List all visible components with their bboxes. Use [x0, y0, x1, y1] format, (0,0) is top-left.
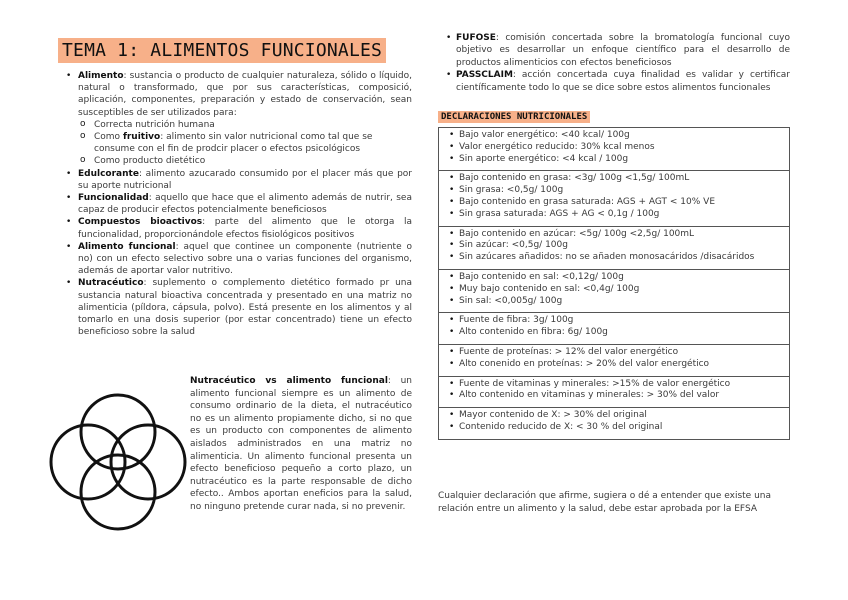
- circle-top: [81, 395, 155, 469]
- list-item: • Fuente de vitaminas y minerales: >15% de valor energético: [449, 379, 785, 391]
- circle-bottom: [81, 455, 155, 529]
- table-row-content-x: [439, 408, 789, 440]
- term: Alimento: [78, 71, 124, 81]
- list-item: • Muy bajo contenido en sal: <0,4g/ 100g: [449, 284, 785, 296]
- definition-text: : acción concertada cuya finalidad es validar y certificar científicamente todo lo que se dice sobre estos alimentos funcionales: [456, 70, 790, 93]
- table-row-fat: [439, 171, 789, 226]
- section-title: DECLARACIONES NUTRICIONALES: [438, 111, 590, 123]
- definition-compuestos-bioactivos: [66, 216, 412, 240]
- definition-edulcorante: [66, 168, 412, 192]
- comparison-paragraph: [190, 375, 412, 514]
- list-item: • Alto contenido en fibra: 6g/ 100g: [449, 327, 785, 339]
- definition-nutraceutico: [66, 277, 412, 338]
- term: Edulcorante: [78, 168, 139, 179]
- table-row-energy: [439, 128, 789, 171]
- list-item: • Fuente de fibra: 3g/ 100g: [449, 315, 785, 327]
- comparison-term: Nutracéutico vs alimento funcional: [190, 376, 388, 386]
- definition-alimento-funcional: [66, 241, 412, 278]
- term: Alimento funcional: [78, 241, 176, 252]
- list-item: • Mayor contenido de X: > 30% del original: [449, 410, 785, 422]
- definition-text: : parte del alimento que le otorga la funcionalidad, proporcionándole efectos fisiológicos positivos: [78, 217, 412, 240]
- list-item: • Alto contenido en vitaminas y minerales: > 30% del valor: [449, 390, 785, 402]
- term: Funcionalidad: [78, 193, 149, 204]
- list-item: • Valor energético reducido: 30% kcal menos: [449, 142, 785, 154]
- overlapping-circles-diagram: [48, 392, 188, 532]
- term: FUFOSE: [456, 33, 496, 43]
- list-item: • Sin azúcar: <0,5g/ 100g: [449, 240, 785, 252]
- list-item: • Fuente de proteínas: > 12% del valor energético: [449, 347, 785, 359]
- definition-funcionalidad: [66, 192, 412, 216]
- term: PASSCLAIM: [456, 70, 513, 81]
- definition-text: : suplemento o complemento dietético formado pr una sustancia natural bioactiva concentrada y presentado en una matriz no alimenticia (píldora, cápsula, polvo). Está presente en los alimentos y al tomarlo en una dosis superior (por estar concentrado) tiene un efecto beneficioso sobre la salud: [78, 278, 412, 338]
- definition-text: : comisión concertada sobre la bromatología funcional cuyo objetivo es desarrollar un enfoque científico para el desarrollo de productos alimenticios con efectos beneficiosos: [456, 33, 790, 68]
- table-row-fiber: [439, 313, 789, 345]
- definition-text: : aquello que hace que el alimento además de nutrir, sea capaz de producir efectos potencialmente beneficiosos: [78, 193, 412, 216]
- definition-text: : alimento azucarado consumido por el placer más que por su aporte nutricional: [78, 168, 412, 191]
- list-item: • Bajo contenido en grasa saturada: AGS + AGT < 10% VE: [449, 197, 785, 209]
- table-row-salt: [439, 270, 789, 313]
- definition-alimento: [66, 70, 412, 168]
- list-item: • Sin sal: <0,005g/ 100g: [449, 296, 785, 308]
- initiative-passclaim: [446, 69, 790, 94]
- definition-text: : aquel que continee un componente (nutriente o no) con un efecto selectivo sobre una o varias funciones del organismo, además de aportar valor nutritivo.: [78, 241, 412, 277]
- list-item: • Bajo contenido en grasa: <3g/ 100g <1,5g/ 100mL: [449, 173, 785, 185]
- footer-note: Cualquier declaración que afirme, sugiera o dé a entender que existe una relación entre un alimento y la salud, debe estar aprobada por la EFSA: [438, 491, 771, 514]
- sub-item: o Correcta nutrición humana: [78, 119, 412, 131]
- sub-item: o Como fruitivo: alimento sin valor nutricional como tal que se consume con el fin de prodcir placer o efectos psicológicos: [78, 131, 412, 155]
- table-row-vitamins: [439, 377, 789, 409]
- term: Compuestos bioactivos: [78, 217, 203, 228]
- list-item: • Sin grasa saturada: AGS + AG < 0,1g / 100g: [449, 209, 785, 221]
- definition-text: : sustancia o producto de cualquier naturaleza, sólido o líquido, natural o transformado, que por sus características, composició, aplicación, componentes, preparación y estado de conservación, sean susceptibles de ser utilizados para:: [78, 71, 412, 118]
- circle-right: [111, 425, 185, 499]
- list-item: • Sin grasa: <0,5g/ 100g: [449, 185, 785, 197]
- list-item: • Contenido reducido de X: < 30 % del original: [449, 422, 785, 434]
- circle-left: [51, 425, 125, 499]
- initiative-fufose: [446, 32, 790, 69]
- table-row-sugar: [439, 227, 789, 270]
- nutritional-claims-table: [438, 127, 790, 440]
- term: Nutracéutico: [78, 278, 144, 289]
- definitions-list: [66, 70, 412, 338]
- initiatives-list: [446, 32, 790, 94]
- list-item: • Sin azúcares añadidos: no se añaden monosacáridos /disacáridos: [449, 252, 785, 264]
- list-item: • Sin aporte energético: <4 kcal / 100g: [449, 154, 785, 166]
- list-item: • Bajo contenido en sal: <0,12g/ 100g: [449, 272, 785, 284]
- list-item: • Bajo valor energético: <40 kcal/ 100g: [449, 130, 785, 142]
- sub-list: [78, 119, 412, 168]
- comparison-text: : un alimento funcional siempre es un alimento de consumo ordinario de la dieta, el nutracéutico no es un alimento propiamente dicho, si no que es un producto con componentes de alimento aislados administrados en una matriz no alimenticia. Un alimento funcional presenta un efecto beneficioso pequeño a corto plazo, un nutracéutico es la parte responsable de dicho efecto.. Ambos aportan eneficios para la salud, no ninguno pretende curar nada, si no prevenir.: [190, 376, 412, 512]
- page-title: TEMA 1: ALIMENTOS FUNCIONALES: [58, 38, 386, 63]
- list-item: • Alto conenido en proteínas: > 20% del valor energético: [449, 359, 785, 371]
- table-row-protein: [439, 345, 789, 377]
- sub-item: o Como producto dietético: [78, 155, 412, 167]
- list-item: • Bajo contenido en azúcar: <5g/ 100g <2,5g/ 100mL: [449, 229, 785, 241]
